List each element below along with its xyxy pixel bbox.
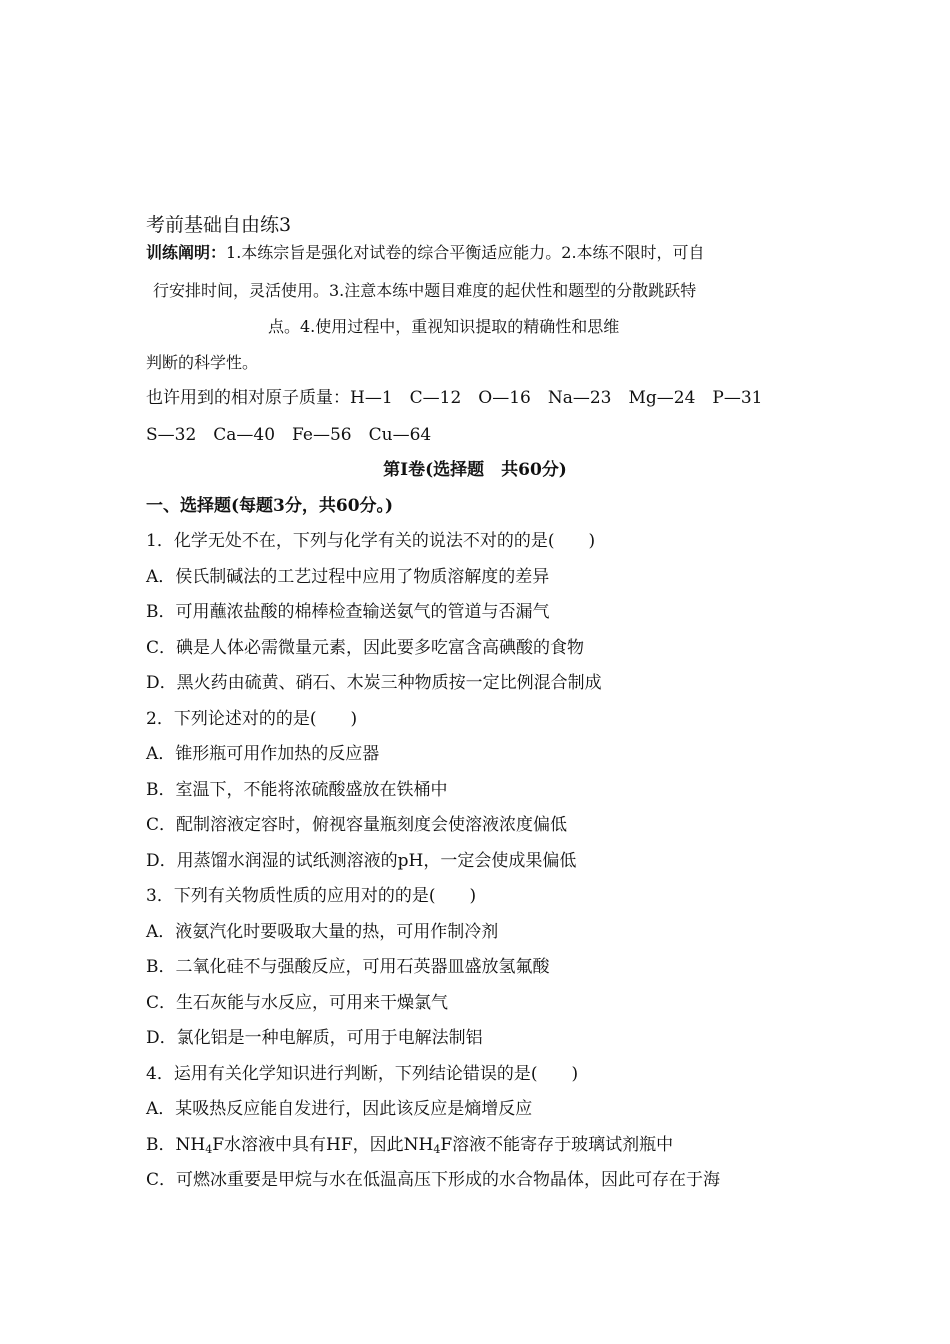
option-a: A．锥形瓶可用作加热的反应器 (146, 744, 380, 764)
subscript-4: 4 (205, 1143, 213, 1156)
option-d: D．氯化铝是一种电解质，可用于电解法制铝 (146, 1028, 483, 1048)
question-stem: 1．化学无处不在，下列与化学有关的说法不对的的是( ) (146, 531, 596, 551)
option-b: B．二氧化硅不与强酸反应，可用石英器皿盛放氢氟酸 (146, 957, 550, 977)
section-title (0, 459, 950, 481)
option-b (146, 1134, 673, 1161)
option-c: C．生石灰能与水反应，可用来干燥氯气 (146, 993, 449, 1013)
question-stem: 2．下列论述对的的是( ) (146, 709, 358, 729)
section-instruction (146, 495, 393, 517)
intro-line-4: 判断的科学性。 (146, 353, 259, 372)
option-c: C．配制溶液定容时，俯视容量瓶刻度会使溶液浓度偏低 (146, 815, 568, 835)
option-b: B．室温下，不能将浓硫酸盛放在铁桶中 (146, 780, 448, 800)
document-title: 考前基础自由练3 (146, 214, 292, 236)
option-b-part-3: F溶液不能寄存于玻璃试剂瓶中 (440, 1135, 674, 1155)
option-a: A．某吸热反应能自发进行，因此该反应是熵增反应 (146, 1099, 533, 1119)
intro-line-2: 行安排时间，灵活使用。3.注意本练中题目难度的起伏性和题型的分散跳跃特 (153, 281, 697, 300)
option-c: C．可燃冰重要是甲烷与水在低温高压下形成的水合物晶体，因此可存在于海 (146, 1170, 721, 1190)
option-c: C．碘是人体必需微量元素，因此要多吃富含高碘酸的食物 (146, 638, 585, 658)
option-a: A．液氨汽化时要吸取大量的热，可用作制冷剂 (146, 922, 499, 942)
intro-line-3: 点。4.使用过程中，重视知识提取的精确性和思维 (268, 317, 620, 336)
subscript-4: 4 (433, 1143, 441, 1156)
atomic-mass-line-2: S—32 Ca—40 Fe—56 Cu—64 (146, 425, 432, 445)
option-a: A．侯氏制碱法的工艺过程中应用了物质溶解度的差异 (146, 567, 550, 587)
option-b-part-2: F水溶液中具有HF，因此NH (212, 1135, 434, 1155)
section-title-text: 第Ⅰ卷(选择题 共60分) (383, 460, 567, 480)
intro-line-1 (146, 242, 705, 264)
option-d: D．黑火药由硫黄、硝石、木炭三种物质按一定比例混合制成 (146, 673, 602, 693)
option-b: B．可用蘸浓盐酸的棉棒检查输送氨气的管道与否漏气 (146, 602, 550, 622)
option-d: D．用蒸馏水润湿的试纸测溶液的pH，一定会使成果偏低 (146, 851, 577, 871)
intro-text-1: 1.本练宗旨是强化对试卷的综合平衡适应能力。2.本练不限时，可自 (226, 243, 705, 262)
question-stem: 3．下列有关物质性质的应用对的的是( ) (146, 886, 477, 906)
option-b-part-1: B．NH (146, 1135, 206, 1155)
intro-label: 训练阐明： (146, 243, 227, 262)
atomic-mass-line-1: 也许用到的相对原子质量：H—1 C—12 O—16 Na—23 Mg—24 P—31 (146, 388, 763, 408)
section-instruction-text: 一、选择题(每题3分，共60分。) (146, 496, 394, 516)
question-stem: 4．运用有关化学知识进行判断，下列结论错误的是( ) (146, 1064, 579, 1084)
